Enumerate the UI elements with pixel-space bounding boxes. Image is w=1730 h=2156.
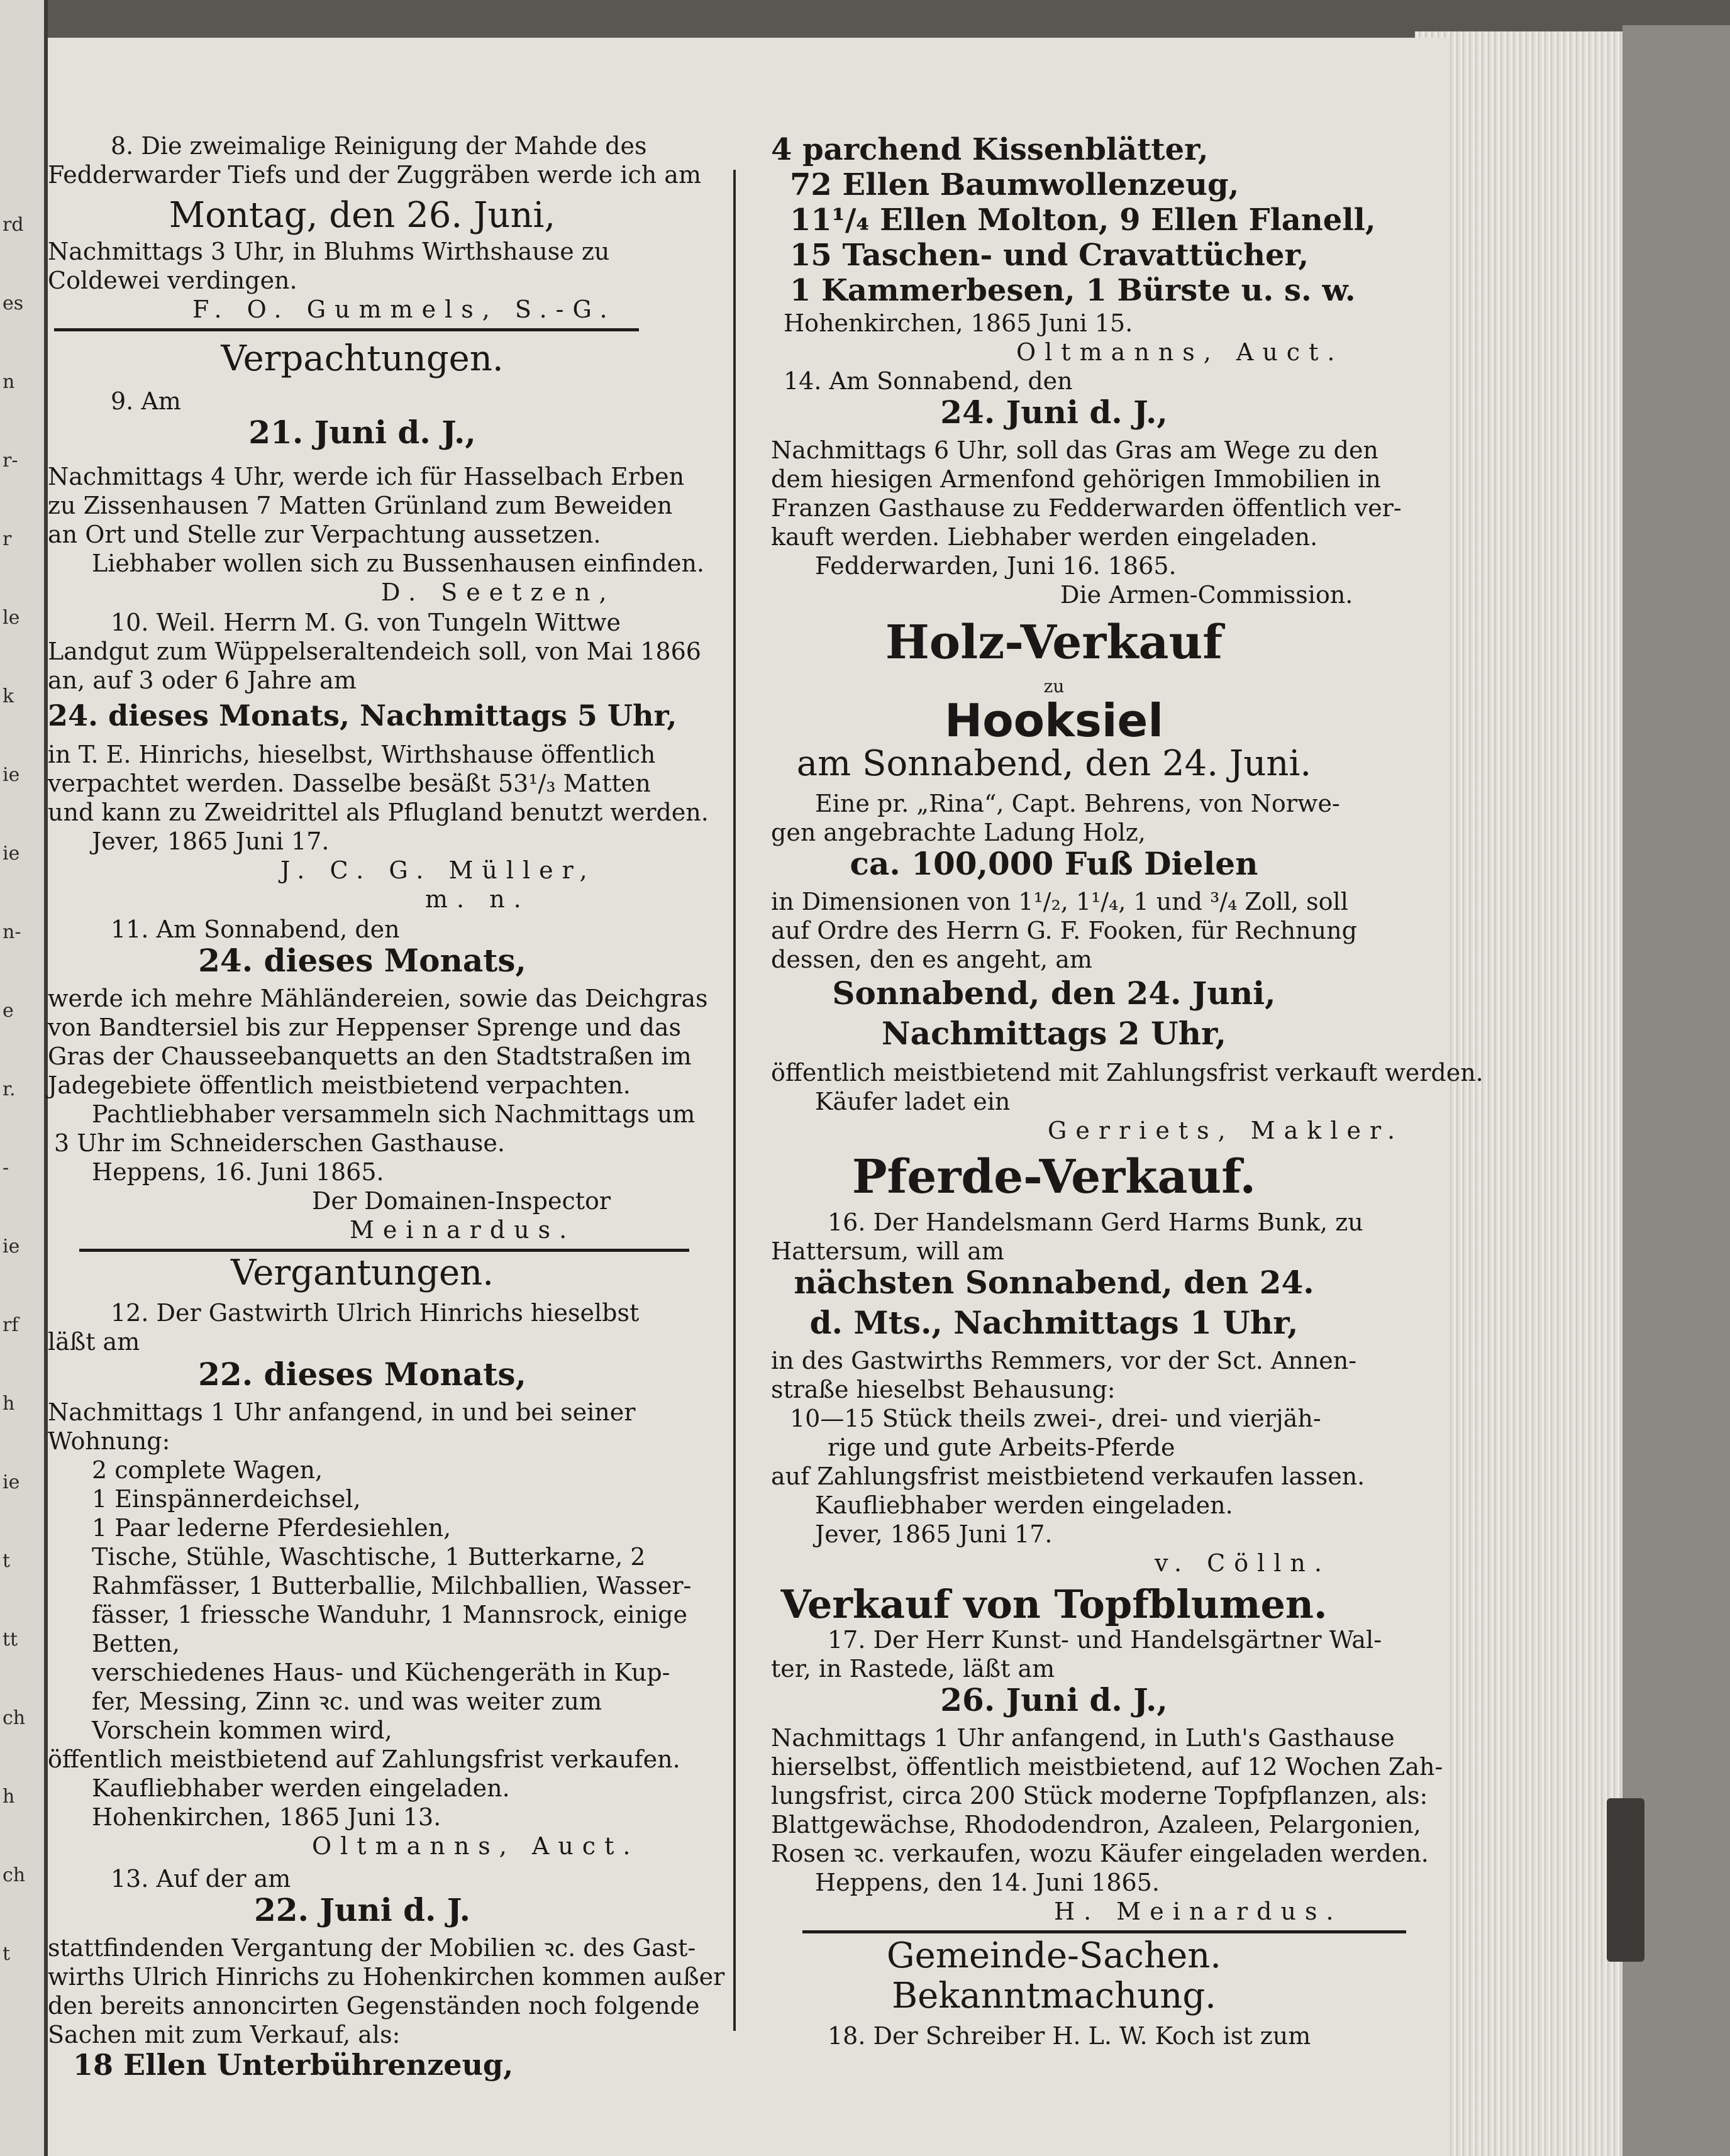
notice-12-line: fässer, 1 friessche Wanduhr, 1 Mannsrock, einige	[92, 1601, 687, 1628]
previous-page-fragment: r-	[3, 450, 18, 472]
advert-date: Sonnabend, den 24. Juni,	[832, 975, 1276, 1012]
advert-line: Käufer ladet ein	[815, 1088, 1011, 1115]
notice-17-line: lungsfrist, circa 200 Stück moderne Topfpflanzen, als:	[771, 1782, 1428, 1810]
notice-9-line: Liebhaber wollen sich zu Bussenhausen einfinden.	[92, 550, 705, 577]
previous-page-fragment: tt	[3, 1628, 18, 1650]
previous-page-fragment: ch	[3, 1707, 26, 1729]
notice-10-signature: m. n.	[425, 885, 530, 913]
notice-10-line: an, auf 3 oder 6 Jahre am	[48, 666, 357, 694]
notice-12-line: Kaufliebhaber werden eingeladen.	[92, 1774, 510, 1802]
notice-12-line: Vorschein kommen wird,	[92, 1717, 392, 1744]
notice-9-line: zu Zissenhausen 7 Matten Grünland zum Beweiden	[48, 492, 673, 519]
notice-10-line: und kann zu Zweidrittel als Pflugland benutzt werden.	[48, 799, 709, 826]
previous-page-fragment: t	[3, 1943, 11, 1965]
advert-line: in Dimensionen von 1¹/₂, 1¹/₄, 1 und ³/₄ Zoll, soll	[771, 888, 1348, 915]
previous-page-fragment: es	[3, 292, 24, 314]
notice-16-line: Kaufliebhaber werden eingeladen.	[815, 1491, 1233, 1519]
notice-11-line: werde ich mehre Mähländereien, sowie das Deichgras	[48, 985, 708, 1012]
notice-17-line: Heppens, den 14. Juni 1865.	[815, 1869, 1160, 1896]
advert-line: auf Ordre des Herrn G. F. Fooken, für Rechnung	[771, 917, 1357, 944]
previous-page-fragment: k	[3, 685, 14, 707]
notice-9-line: an Ort und Stelle zur Verpachtung aussetzen.	[48, 521, 601, 548]
notice-16-signature: v. Cölln.	[1155, 1549, 1331, 1577]
notice-9-line: Nachmittags 4 Uhr, werde ich für Hasselbach Erben	[48, 463, 685, 490]
previous-page-fragment: ie	[3, 1236, 20, 1258]
notice-17-line: 17. Der Herr Kunst- und Handelsgärtner Wal-	[828, 1626, 1382, 1654]
notice-13-line: 13. Auf der am	[111, 1865, 291, 1893]
advert-line: Eine pr. „Rina“, Capt. Behrens, von Norwe-	[815, 790, 1340, 817]
notice-14-line: dem hiesigen Armenfond gehörigen Immobilien in	[771, 465, 1381, 493]
previous-page-fragment: r	[3, 528, 12, 550]
section-rule	[79, 1249, 689, 1252]
section-heading-gemeinde: Gemeinde-Sachen.	[886, 1935, 1222, 1976]
notice-11-signature: Meinardus.	[350, 1216, 576, 1244]
notice-11-line: Heppens, 16. Juni 1865.	[92, 1158, 384, 1186]
notice-11-line: 3 Uhr im Schneiderschen Gasthause.	[54, 1129, 505, 1157]
notice-11-line: Pachtliebhaber versammeln sich Nachmittags um	[92, 1100, 696, 1128]
advert-line: dessen, den es angeht, am	[771, 946, 1092, 973]
previous-page-fragment: ie	[3, 843, 20, 865]
previous-page-fragment: n-	[3, 921, 21, 943]
section-heading-vergantungen: Vergantungen.	[230, 1252, 494, 1293]
notice-16-line: 16. Der Handelsmann Gerd Harms Bunk, zu	[828, 1208, 1363, 1236]
notice-14-date: 24. Juni d. J.,	[940, 394, 1168, 431]
notice-12-line: 1 Paar lederne Pferdesiehlen,	[92, 1514, 452, 1542]
cover-strap	[1607, 1798, 1644, 1962]
notice-17-line: ter, in Rastede, läßt am	[771, 1655, 1055, 1683]
advert-line: öffentlich meistbietend mit Zahlungsfrist verkauft werden.	[771, 1059, 1483, 1086]
notice-8-line: Nachmittags 3 Uhr, in Bluhms Wirthshause zu	[48, 238, 610, 265]
list-item-line: 15 Taschen- und Cravattücher,	[790, 238, 1309, 273]
notice-12-line: 1 Einspännerdeichsel,	[92, 1485, 361, 1513]
advert-date: am Sonnabend, den 24. Juni.	[796, 743, 1312, 784]
notice-16-date: nächsten Sonnabend, den 24.	[794, 1264, 1314, 1301]
previous-page-fragment: h	[3, 1786, 15, 1808]
column-divider	[733, 170, 736, 2031]
advert-signature: Gerriets, Makler.	[1048, 1117, 1404, 1144]
notice-16-line: rige und gute Arbeits-Pferde	[828, 1434, 1175, 1461]
previous-page-fragment: r.	[3, 1078, 16, 1100]
notice-9-date: 21. Juni d. J.,	[248, 414, 476, 451]
advert-heading-topfblumen: Verkauf von Topfblumen.	[780, 1581, 1328, 1627]
notice-12-line: Betten,	[92, 1630, 180, 1657]
notice-11-line: von Bandtersiel bis zur Heppenser Sprenge und das	[48, 1014, 682, 1041]
previous-page-fragment: n	[3, 371, 15, 393]
notice-13-line: Sachen mit zum Verkauf, als:	[48, 2021, 401, 2048]
notice-14-line: kauft werden. Liebhaber werden eingeladen.	[771, 523, 1318, 551]
section-rule	[54, 328, 639, 331]
notice-17-line: Rosen ꝛc. verkaufen, wozu Käufer eingeladen werden.	[771, 1840, 1429, 1867]
previous-page-fragment: e	[3, 1000, 14, 1022]
list-item-line: 1 Kammerbesen, 1 Bürste u. s. w.	[790, 273, 1356, 308]
notice-10-line: in T. E. Hinrichs, hieselbst, Wirthshause öffentlich	[48, 741, 656, 768]
previous-page-fragment: rd	[3, 214, 24, 236]
notice-10-date: 24. dieses Monats, Nachmittags 5 Uhr,	[48, 699, 677, 732]
notice-12-line: fer, Messing, Zinn ꝛc. und was weiter zum	[92, 1688, 602, 1715]
notice-16-line: auf Zahlungsfrist meistbietend verkaufen lassen.	[771, 1462, 1365, 1490]
notice-12-date: 22. dieses Monats,	[198, 1356, 526, 1393]
notice-11-signature: Der Domainen-Inspector	[312, 1187, 611, 1215]
notice-8-line: Fedderwarder Tiefs und der Zuggräben werde ich am	[48, 161, 701, 189]
notice-16-line: in des Gastwirths Remmers, vor der Sct. Annen-	[771, 1347, 1357, 1374]
notice-13-date: 22. Juni d. J.	[253, 1891, 471, 1928]
advert-headline: ca. 100,000 Fuß Dielen	[850, 845, 1258, 882]
notice-10-line: Landgut zum Wüppelseraltendeich soll, von Mai 1866	[48, 638, 701, 665]
notice-12-line: läßt am	[48, 1328, 140, 1356]
advert-heading-pferde: Pferde-Verkauf.	[851, 1150, 1256, 1204]
notice-12-line: Tische, Stühle, Waschtische, 1 Butterkarne, 2	[92, 1543, 646, 1571]
advert-heading-holz: Holz-Verkauf	[885, 616, 1223, 670]
notice-8-line: 8. Die zweimalige Reinigung der Mahde des	[111, 132, 647, 160]
advert-time: Nachmittags 2 Uhr,	[881, 1015, 1227, 1052]
notice-17-line: Blattgewächse, Rhododendron, Azaleen, Pelargonien,	[771, 1811, 1421, 1838]
notice-14-line: Franzen Gasthause zu Fedderwarden öffentlich ver-	[771, 494, 1402, 522]
notice-18-line: 18. Der Schreiber H. L. W. Koch ist zum	[828, 2022, 1311, 2050]
notice-14-line: Fedderwarden, Juni 16. 1865.	[815, 552, 1177, 580]
previous-page-fragment: -	[3, 1157, 9, 1179]
section-rule	[802, 1930, 1406, 1933]
advert-place: Hooksiel	[944, 694, 1164, 747]
advert-line: zu	[1043, 676, 1065, 697]
notice-12-line: 12. Der Gastwirth Ulrich Hinrichs hieselbst	[111, 1299, 640, 1327]
notice-14-line: Nachmittags 6 Uhr, soll das Gras am Wege zu den	[771, 436, 1378, 464]
list-item-line: 72 Ellen Baumwollenzeug,	[790, 167, 1239, 202]
previous-page-fragment: ch	[3, 1864, 26, 1886]
notice-10-line: 10. Weil. Herrn M. G. von Tungeln Wittwe	[111, 609, 621, 636]
notice-16-line: straße hieselbst Behausung:	[771, 1376, 1116, 1403]
notice-12-line: 2 complete Wagen,	[92, 1456, 323, 1484]
list-item-line: 4 parchend Kissenblätter,	[771, 132, 1209, 167]
notice-10-line: verpachtet werden. Dasselbe besäßt 53¹/₃ Matten	[48, 770, 651, 797]
notice-13-line: stattfindenden Vergantung der Mobilien ꝛc. des Gast-	[48, 1934, 696, 1962]
notice-11-line: 11. Am Sonnabend, den	[111, 915, 400, 943]
notice-12-line: Rahmfässer, 1 Butterballie, Milchballien, Wasser-	[92, 1572, 692, 1600]
notice-16-date: d. Mts., Nachmittags 1 Uhr,	[809, 1304, 1299, 1341]
notice-12-line: Hohenkirchen, 1865 Juni 13.	[92, 1803, 441, 1831]
notice-11-line: Jadegebiete öffentlich meistbietend verpachten.	[48, 1071, 631, 1099]
notice-13-line: den bereits annoncirten Gegenständen noch folgende	[48, 1992, 700, 2020]
notice-16-line: 10—15 Stück theils zwei-, drei- und vierjäh-	[790, 1405, 1321, 1432]
notice-10-line: Jever, 1865 Juni 17.	[92, 827, 330, 855]
notice-17-line: Nachmittags 1 Uhr anfangend, in Luth's Gasthause	[771, 1724, 1395, 1752]
notice-17-date: 26. Juni d. J.,	[940, 1681, 1168, 1718]
notice-8-date: Montag, den 26. Juni,	[169, 195, 556, 236]
advert-line: gen angebrachte Ladung Holz,	[771, 819, 1146, 846]
previous-page-fragment: ie	[3, 1471, 20, 1493]
list-item-line: 11¹/₄ Ellen Molton, 9 Ellen Flanell,	[790, 202, 1376, 238]
notice-12-line: öffentlich meistbietend auf Zahlungsfrist verkaufen.	[48, 1745, 680, 1773]
previous-page-fragment: le	[3, 607, 20, 629]
notice-13-line: 18 Ellen Unterbührenzeug,	[73, 2048, 514, 2082]
section-heading-verpachtungen: Verpachtungen.	[221, 338, 504, 379]
notice-9-signature: D. Seetzen,	[381, 578, 616, 606]
notice-13-line: wirths Ulrich Hinrichs zu Hohenkirchen kommen außer	[48, 1963, 725, 1991]
notice-line: Hohenkirchen, 1865 Juni 15.	[784, 309, 1133, 337]
notice-14-line: 14. Am Sonnabend, den	[784, 367, 1073, 395]
notice-12-line: Wohnung:	[48, 1427, 170, 1455]
notice-8-line: Coldewei verdingen.	[48, 267, 297, 294]
notice-14-signature: Die Armen-Commission.	[1060, 581, 1353, 609]
notice-17-line: hierselbst, öffentlich meistbietend, auf 12 Wochen Zah-	[771, 1753, 1443, 1781]
notice-8-signature: F. O. Gummels, S.-G.	[192, 296, 616, 323]
previous-page-fragment: h	[3, 1393, 15, 1415]
notice-16-line: Jever, 1865 Juni 17.	[815, 1520, 1053, 1548]
notice-signature: Oltmanns, Auct.	[1016, 338, 1344, 366]
newspaper-page	[48, 38, 1483, 2156]
notice-10-signature: J. C. G. Müller,	[280, 856, 596, 884]
notice-12-line: verschiedenes Haus- und Küchengeräth in Kup-	[92, 1659, 670, 1686]
notice-11-date: 24. dieses Monats,	[198, 942, 526, 979]
notice-12-signature: Oltmanns, Auct.	[312, 1832, 640, 1860]
previous-page-fragment: rf	[3, 1314, 19, 1336]
notice-9-line: 9. Am	[111, 387, 181, 415]
previous-page-fragment: t	[3, 1550, 11, 1572]
notice-17-signature: H. Meinardus.	[1054, 1898, 1343, 1925]
notice-16-line: Hattersum, will am	[771, 1237, 1004, 1265]
notice-12-line: Nachmittags 1 Uhr anfangend, in und bei seiner	[48, 1398, 636, 1426]
section-heading-bekanntmachung: Bekanntmachung.	[892, 1976, 1216, 2016]
notice-11-line: Gras der Chausseebanquetts an den Stadtstraßen im	[48, 1042, 692, 1070]
previous-page-fragment: ie	[3, 764, 20, 786]
